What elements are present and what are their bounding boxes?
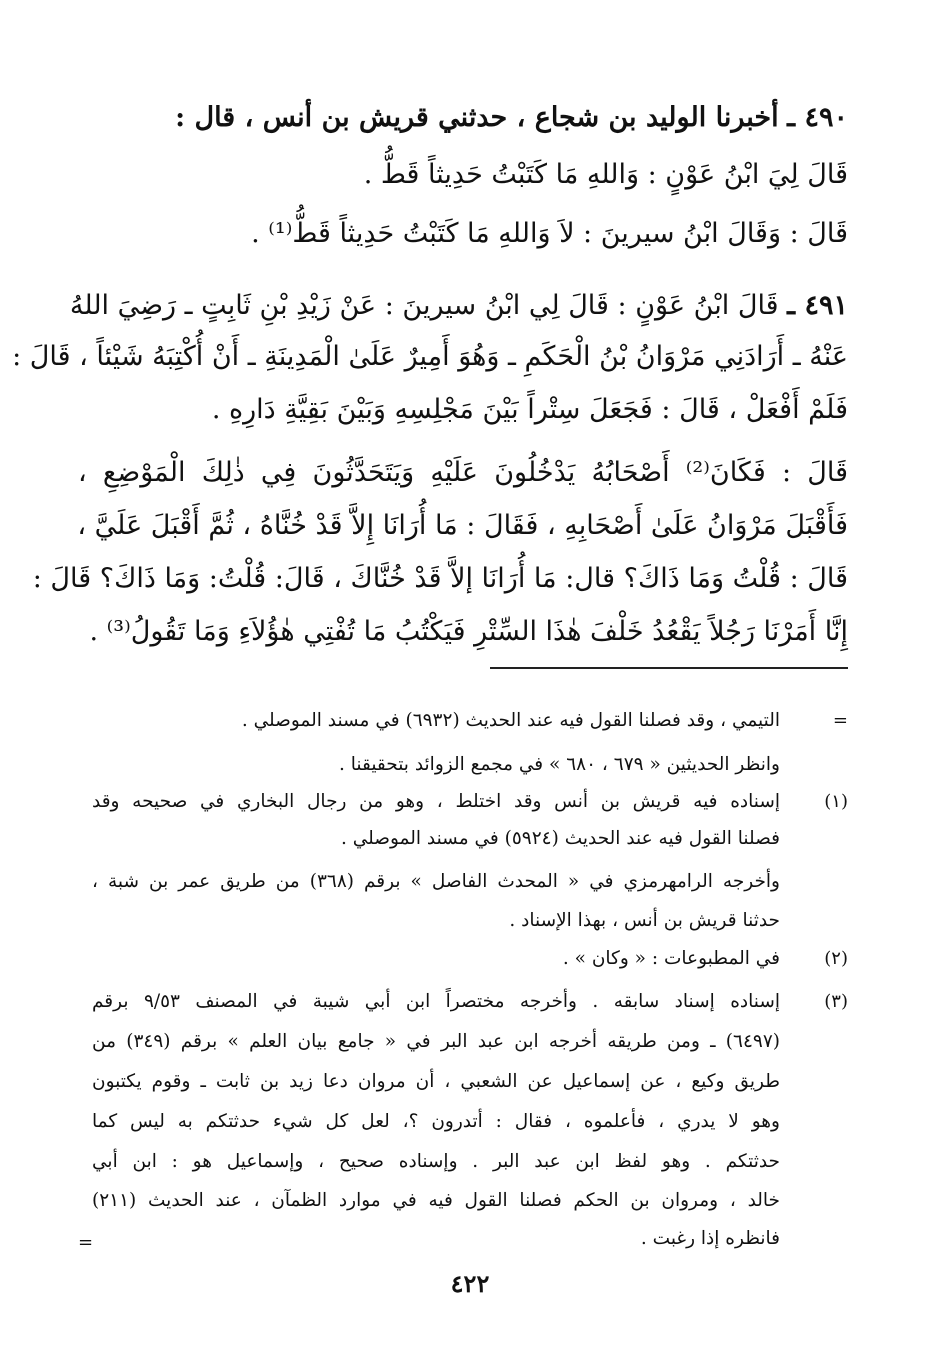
hadith-491-line-4: قَالَ : فَكَانَ⁽²⁾ أَصْحَابُهُ يَدْخُلُونَ عَلَيْهِ وَيَتَحَدَّثُونَ فِي ذٰلِكَ الْمَوْضِعِ ،	[78, 457, 849, 488]
hadith-491-number: ٤٩١ ـ	[787, 290, 848, 321]
footnote-3-line-1: إسناده إسناد سابقه . وأخرجه مختصراً ابن أبي شيبة في المصنف ٩/٥٣ برقم	[92, 991, 780, 1012]
hadith-491-text-1: قَالَ ابْنُ عَوْنٍ : قَالَ لِي ابْنُ سيرينَ : عَنْ زَيْدِ بْنِ ثَابِتٍ ـ رَضِيَ اللهُ	[69, 290, 779, 321]
footnote-2-marker: (٢)	[824, 948, 848, 969]
hadith-491-line-6: قَالَ : قُلْتُ وَمَا ذَاكَ؟ قال: مَا أُرَانَا إلاَّ قَدْ خُنَّاكَ ، قَالَ: قُلْتُ: وَمَا ذَاكَ؟ قَالَ :	[32, 563, 848, 594]
footnote-3-line-3: طريق وكيع ، عن إسماعيل عن الشعبي ، أن مروان دعا زيد بن ثابت ـ وقوم يكتبون	[92, 1071, 780, 1092]
footnote-2-line-1: في المطبوعات : « وكان » .	[562, 948, 780, 969]
page-number: ٤٢٢	[450, 1269, 490, 1298]
footnote-1-marker: (١)	[824, 791, 848, 812]
footnote-3-line-4: وهو لا يدري ، فأعلموه ، فقال : أتدرون ؟، لعل كل شيء حدثتكم به ليس كما	[92, 1111, 780, 1132]
footnote-continued-marker: =	[832, 710, 848, 731]
footnote-continued-line-1: التيمي ، وقد فصلنا القول فيه عند الحديث (٦٩٣٢) في مسند الموصلي .	[241, 710, 780, 731]
footnote-1-line-4: حدثنا قريش بن أنس ، بهذا الإسناد .	[509, 910, 780, 931]
footnote-1-line-2: فصلنا القول فيه عند الحديث (٥٩٢٤) في مسند الموصلي .	[340, 828, 780, 849]
hadith-491-line-5: فَأَقْبَلَ مَرْوَانُ عَلَىٰ أَصْحَابِهِ ، فَقَالَ : مَا أُرَانَا إِلاَّ قَدْ خُنَّاهُ ، ثُمَّ أَقْبَلَ عَلَيَّ ،	[77, 510, 848, 541]
footnote-1-line-1: إسناده فيه قريش بن أنس وقد اختلط ، وهو من رجال البخاري في صحيحه وقد	[92, 791, 780, 812]
footnote-divider	[490, 667, 848, 669]
footnote-continued-line-2: وانظر الحديثين « ٦٧٩ ، ٦٨٠ » في مجمع الزوائد بتحقيقنا .	[338, 754, 780, 775]
footnote-3-line-5: حدثتكم . وهو لفظ ابن عبد البر . وإسناده صحيح ، وإسماعيل هو : ابن أبي	[92, 1151, 780, 1172]
hadith-491-line-7: إِنَّا أَمَرْنَا رَجُلاً يَقْعُدُ خَلْفَ هٰذَا السِّتْرِ فَيَكْتُبُ مَا تُفْتِي هٰؤُلاَءِ وَمَا تَقُولُ⁽³⁾ .	[89, 616, 848, 647]
footnote-3-marker: (٣)	[824, 991, 848, 1012]
footnote-3-line-7: فانظره إذا رغبت .	[640, 1228, 780, 1249]
hadith-490-line-1	[78, 104, 848, 131]
footnote-3-line-6: خالد ، ومروان بن الحكم فصلنا القول فيه في موارد الظمآن ، عند الحديث (٢١١)	[92, 1190, 780, 1211]
hadith-490-line-3: قَالَ : وَقَالَ ابْنُ سيرينَ : لاَ وَاللهِ مَا كَتَبْتُ حَدِيثاً قَطُّ⁽¹⁾ .	[251, 218, 848, 249]
hadith-491-line-1	[69, 290, 848, 321]
hadith-491-line-3: فَلَمْ أَفْعَلْ ، قَالَ : فَجَعَلَ سِتْراً بَيْنَ مَجْلِسِهِ وَبَيْنَ بَقِيَّةِ دَارِهِ .	[211, 394, 848, 425]
footnote-1-line-3: وأخرجه الرامهرمزي في « المحدث الفاصل » برقم (٣٦٨) من طريق عمر بن شبة ،	[92, 871, 780, 892]
hadith-490-text-1: أخبرنا الوليد بن شجاع ، حدثني قريش بن أنس ، قال :	[175, 102, 779, 133]
hadith-490-number: ٤٩٠ ـ	[787, 102, 848, 133]
hadith-491-line-2: عَنْهُ ـ أَرَادَنِي مَرْوَانُ بْنُ الْحَكَمِ ـ وَهُوَ أَمِيرٌ عَلَىٰ الْمَدِينَةِ ـ أَنْ أُكْتِبَهُ شَيْئاً ، قَالَ :	[12, 341, 848, 372]
footnote-continues-marker: =	[78, 1232, 94, 1253]
footnote-3-line-2: (٦٤٩٧) ـ ومن طريقه أخرجه ابن عبد البر في « جامع بيان العلم » برقم (٣٤٩) من	[92, 1031, 780, 1052]
hadith-490-line-2: قَالَ لِيَ ابْنُ عَوْنٍ : وَاللهِ مَا كَتَبْتُ حَدِيثاً قَطُّ .	[363, 159, 848, 190]
